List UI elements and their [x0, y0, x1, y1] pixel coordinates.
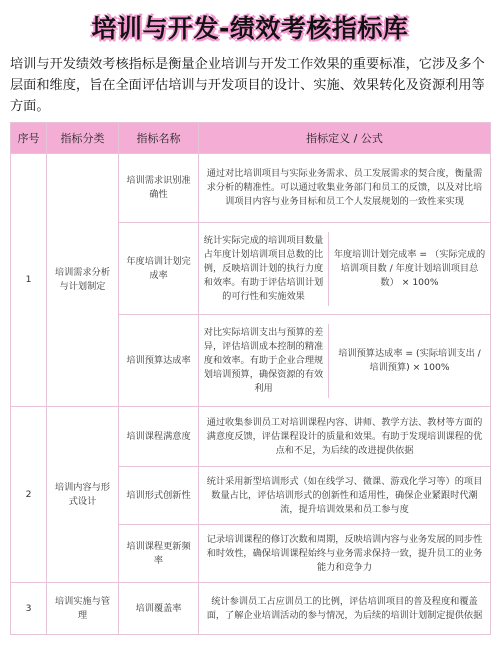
indicator-definition: 对比实际培训支出与预算的差异，评估培训成本控制的精准度和效率。有助于企业合理规划培训预算，确保资源的有效利用 — [199, 324, 329, 398]
indicator-definition: 统计采用新型培训形式（如在线学习、微课、游戏化学习等）的项目数量占比，评估培训形式的创新性和适用性，确保企业紧跟时代潮流，提升培训效果和员工参与度 — [199, 467, 491, 525]
table-row — [11, 154, 491, 223]
indicator-definition: 统计参训员工占应训员工的比例，评估培训项目的普及程度和覆盖面，了解企业培训活动的参与情况，为后续的培训计划制定提供依据 — [199, 583, 491, 635]
indicator-formula: 培训预算达成率 = (实际培训支出 / 培训预算) × 100% — [338, 347, 481, 373]
indicator-name: 培训形式创新性 — [119, 467, 199, 525]
indicator-name: 培训覆盖率 — [119, 583, 199, 635]
definition-formula-cell — [199, 223, 491, 315]
header-no: 序号 — [11, 123, 47, 154]
category-cell: 培训实施与管理 — [47, 583, 119, 635]
indicator-name: 培训课程更新频率 — [119, 525, 199, 583]
header-category: 指标分类 — [47, 123, 119, 154]
header-name: 指标名称 — [119, 123, 199, 154]
row-number: 1 — [11, 154, 47, 407]
indicator-formula: 年度培训计划完成率 = （实际完成的培训项目数 / 年度计划培训项目总数） × 100% — [333, 248, 486, 288]
header-definition: 指标定义 / 公式 — [199, 123, 491, 154]
indicator-definition: 通过对比培训项目与实际业务需求、员工发展需求的契合度，衡量需求分析的精准性。可以通过收集业务部门和员工的反馈，以及对比培训项目内容与业务目标和员工个人发展规划的一致性来实现 — [199, 154, 491, 223]
indicator-name: 年度培训计划完成率 — [119, 223, 199, 315]
page-title: 培训与开发-绩效考核指标库 — [91, 14, 409, 43]
definition-formula-cell — [199, 315, 491, 407]
kpi-table — [10, 122, 491, 635]
table-row — [11, 407, 491, 467]
indicator-definition: 记录培训课程的修订次数和周期，反映培训内容与业务发展的同步性和时效性，确保培训课程始终与业务需求保持一致，提升员工的业务能力和竞争力 — [199, 525, 491, 583]
category-cell: 培训需求分析与计划制定 — [47, 154, 119, 407]
intro-paragraph: 培训与开发绩效考核指标是衡量企业培训与开发工作效果的重要标准，它涉及多个层面和维度，旨在全面评估培训与开发项目的设计、实施、效果转化及资源利用等方面。 — [10, 57, 485, 114]
category-cell: 培训内容与形式设计 — [47, 407, 119, 583]
row-number: 2 — [11, 407, 47, 583]
table-header-row — [11, 123, 491, 154]
table-row — [11, 583, 491, 635]
indicator-name: 培训课程满意度 — [119, 407, 199, 467]
indicator-definition: 统计实际完成的培训项目数量占年度计划培训项目总数的比例，反映培训计划的执行力度和效率。有助于评估培训计划的可行性和实施效果 — [199, 232, 329, 306]
indicator-definition: 通过收集参训员工对培训课程内容、讲师、教学方法、教材等方面的满意度反馈，评估课程设计的质量和效果。有助于发现培训课程的优点和不足，为后续的改进提供依据 — [199, 407, 491, 467]
row-number: 3 — [11, 583, 47, 635]
indicator-name: 培训预算达成率 — [119, 315, 199, 407]
indicator-name: 培训需求识别准确性 — [119, 154, 199, 223]
